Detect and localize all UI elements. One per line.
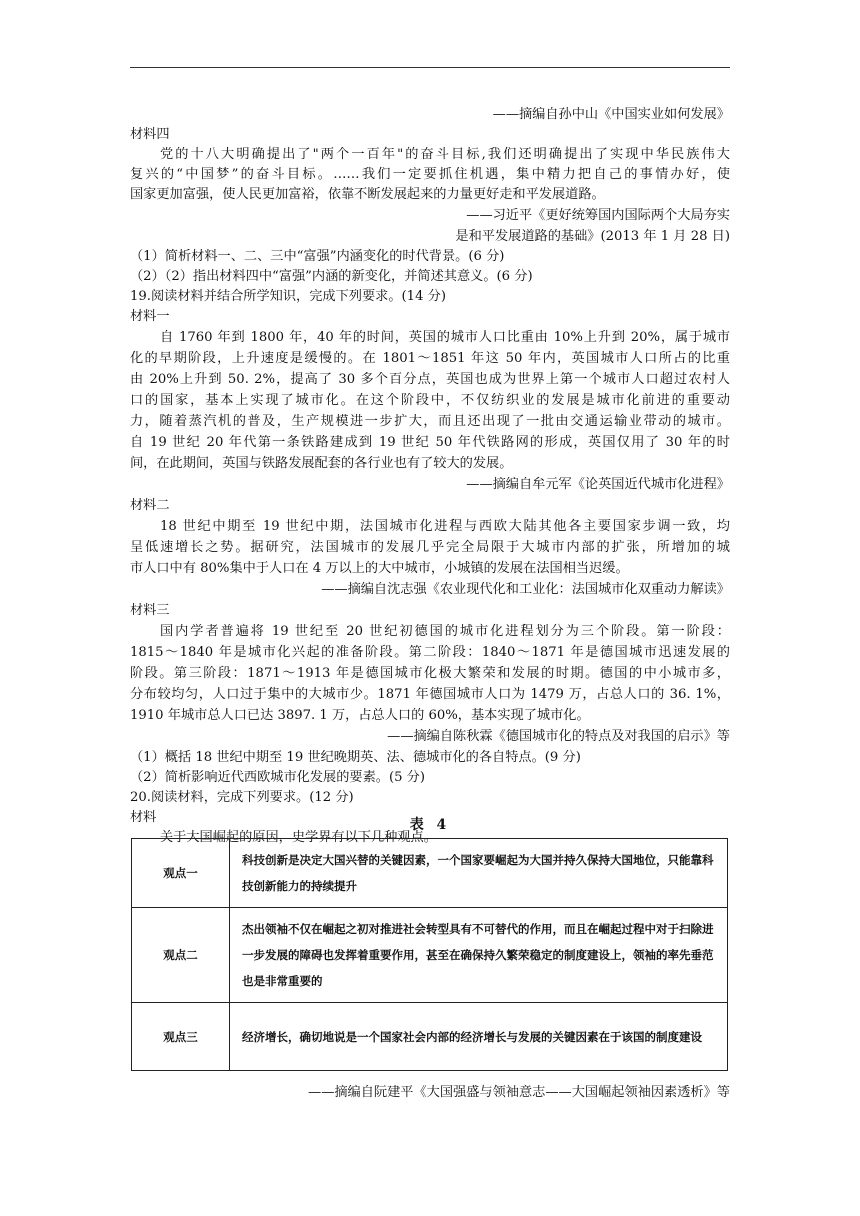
text-line: 是和平发展道路的基础》(2013 年 1 月 28 日)	[455, 229, 730, 244]
text-line: 口的国家，基本上实现了城市化。在这个阶段中，不仅纺织业的发展是城市化前进的重要动	[130, 393, 730, 408]
text-line: 呈低速增长之势。据研究，法国城市的发展几乎完全局限于大城市内部的扩张，所增加的城	[130, 540, 730, 555]
text-line: 国内学者普遍将 19 世纪至 20 世纪初德国的城市化进程划分为三个阶段。第一阶段：	[160, 624, 730, 639]
text-line: 材料四	[130, 127, 170, 142]
text-line: 国家更加富强，使人民更加富裕，依靠不断发展起来的力量更好走和平发展道路。	[130, 187, 605, 202]
row-content: 杰出领袖不仅在崛起之初对推进社会转型具有不可替代的作用，而且在崛起过程中对于扫除进一步发展的障碍也发挥着重要作用，甚至在确保持久繁荣稳定的制度建设上，领袖的率先垂范也是非常重要的	[230, 908, 728, 1003]
row-label: 观点一	[132, 839, 230, 908]
row-label: 观点二	[132, 908, 230, 1003]
text-line: 自 19 世纪 20 年代第一条铁路建成到 19 世纪 50 年代铁路网的形成，英国仅用了 30 年的时	[130, 435, 730, 450]
viewpoints-table	[131, 838, 728, 1071]
text-line: 材料三	[130, 603, 170, 618]
table-row	[132, 908, 728, 1003]
text-line: 力，随着蒸汽机的普及，生产规模进一步扩大，而且还出现了一批由交通运输业带动的城市。	[130, 414, 730, 429]
text-line: 由 20%上升到 50. 2%，提高了 30 多个百分点，英国也成为世界上第一个城市人口超过农村人	[130, 372, 730, 387]
row-label: 观点三	[132, 1003, 230, 1071]
text-line: 材料	[130, 810, 157, 825]
text-line: 19.阅读材料并结合所学知识，完成下列要求。(14 分)	[130, 289, 446, 304]
text-line: 分布较均匀，人口过于集中的大城市少。1871 年德国城市人口为 1479 万，占总人口的 36. 1%，	[130, 687, 730, 702]
text-line: 18 世纪中期至 19 世纪中期，法国城市化进程与西欧大陆其他各主要国家步调一致，均	[160, 519, 730, 534]
text-line: （1）简析材料一、二、三中“富强”内涵变化的时代背景。(6 分)	[130, 249, 505, 264]
text-line: 市人口中有 80%集中于人口在 4 万以上的大中城市，小城镇的发展在法国相当迟缓。	[130, 561, 629, 576]
row-content: 科技创新是决定大国兴替的关键因素，一个国家要崛起为大国并持久保持大国地位，只能靠科技创新能力的持续提升	[230, 839, 728, 908]
row-content: 经济增长，确切地说是一个国家社会内部的经济增长与发展的关键因素在于该国的制度建设	[230, 1003, 728, 1071]
text-line: ——摘编自陈秋霖《德国城市化的特点及对我国的启示》等	[387, 729, 730, 744]
text-line: 1815～1840 年是城市化兴起的准备阶段。第二阶段：1840～1871 年是德国城市迅速发展的	[130, 645, 730, 660]
text-line: 间，在此期间，英国与铁路发展配套的各行业也有了较大的发展。	[130, 456, 513, 471]
header-rule	[130, 67, 730, 68]
text-line: ——摘编自沈志强《农业现代化和工业化：法国城市化双重动力解读》	[321, 582, 730, 597]
text-line: 复兴的“中国梦”的奋斗目标。……我们一定要抓住机遇，集中精力把自己的事情办好，使	[130, 167, 730, 182]
table-source-citation: ——摘编自阮建平《大国强盛与领袖意志——大国崛起领袖因素透析》等	[308, 1085, 730, 1100]
text-line: 阶段。第三阶段：1871～1913 年是德国城市化极大繁荣和发展的时期。德国的中小城市多，	[130, 666, 730, 681]
text-line: 自 1760 年到 1800 年，40 年的时间，英国的城市人口比重由 10%上升到 20%，属于城市	[160, 330, 730, 345]
text-line: 1910 年城市总人口已达 3897. 1 万，占总人口的 60%，基本实现了城市化。	[130, 708, 590, 723]
text-line: ——摘编自牟元军《论英国近代城市化进程》	[466, 477, 730, 492]
text-line: 党的十八大明确提出了"两个一百年"的奋斗目标,我们还明确提出了实现中华民族伟大	[160, 147, 730, 162]
table-row	[132, 1003, 728, 1071]
table-row	[132, 839, 728, 908]
text-line: 关于大国崛起的原因，史学界有以下几种观点。	[160, 830, 437, 845]
text-line: ——摘编自孙中山《中国实业如何发展》	[492, 107, 730, 122]
text-line: （2）简析影响近代西欧城市化发展的要素。(5 分)	[130, 770, 426, 785]
text-line: ——习近平《更好统筹国内国际两个大局夯实	[466, 208, 730, 223]
text-line: （2）（2）指出材料四中“富强”内涵的新变化，并简述其意义。(6 分)	[130, 269, 533, 284]
text-line: （1）概括 18 世纪中期至 19 世纪晚期英、法、德城市化的各自特点。(9 分)	[130, 750, 581, 765]
text-line: 化的早期阶段，上升速度是缓慢的。在 1801～1851 年这 50 年内，英国城市人口所占的比重	[130, 351, 730, 366]
text-line: 20.阅读材料，完成下列要求。(12 分)	[130, 790, 354, 805]
table-caption: 表 4	[409, 817, 451, 833]
text-line: 材料二	[130, 498, 170, 513]
text-line: 材料一	[130, 309, 170, 324]
